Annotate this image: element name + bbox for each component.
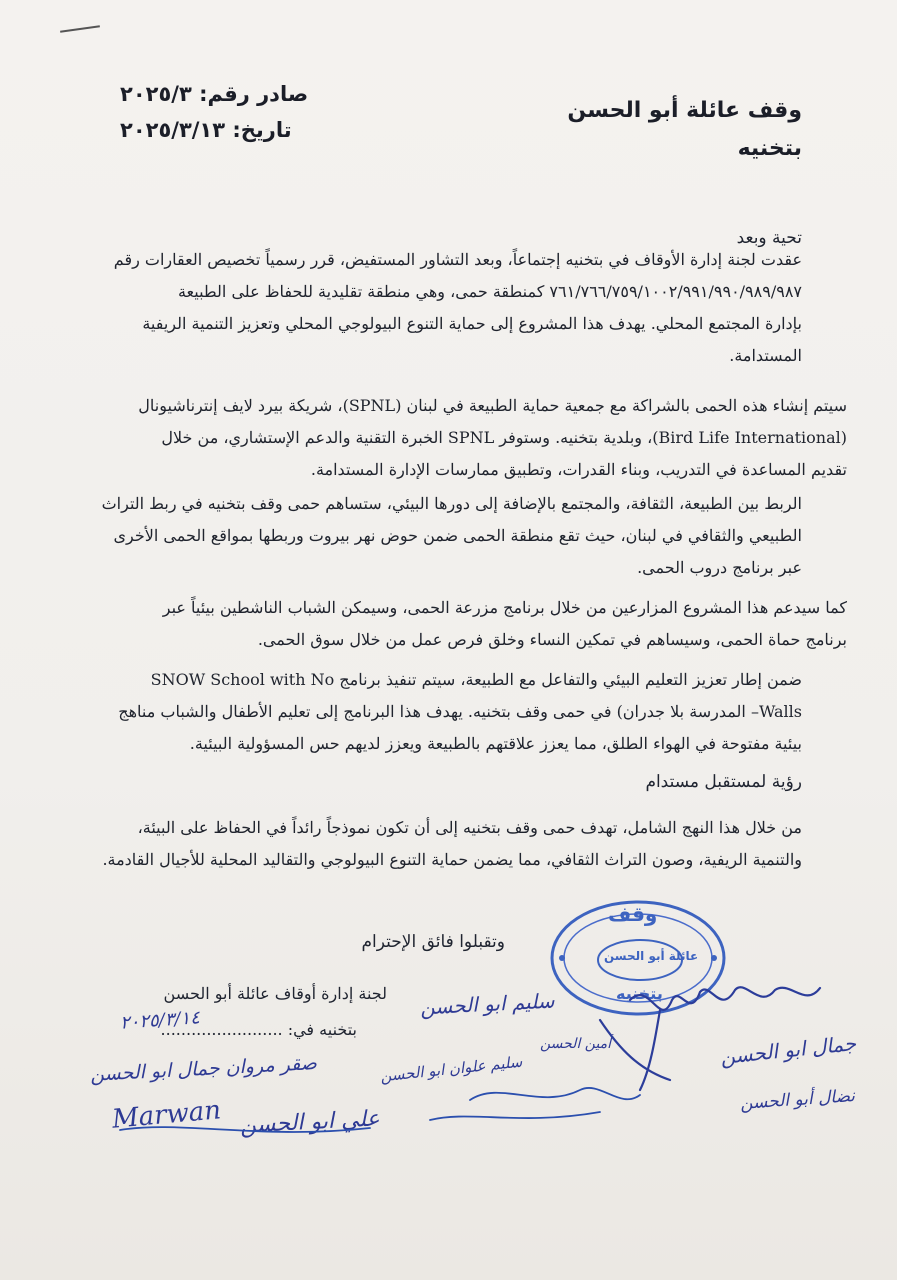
paragraph-line: عقدت لجنة إدارة الأوقاف في بتخنيه إجتماعاً، وبعد التشاور المستفيض، قرر رسمياً تخصيص العقارات رقم (113, 250, 802, 269)
paragraph-line: الطبيعي والثقافي في لبنان، حيث تقع منطقة الحمى ضمن حوض نهر بيروت وربطها بمواقع الحمى الأخرى (113, 526, 802, 545)
paragraph-line: من خلال هذا النهج الشامل، تهدف حمى وقف بتخنيه إلى أن تكون نموذجاً رائداً في الحفاظ على البيئة، (137, 818, 802, 837)
signature-amin: أمين الحسن (540, 1036, 612, 1052)
signature-jamal: جمال ابو الحسن (719, 1030, 858, 1070)
closing: وتقبلوا فائق الإحترام (361, 932, 505, 952)
stamp-middle: عائلة أبو الحسن (604, 949, 699, 963)
paragraph-line: ٧٦١/٧٦٦/٧٥٩/١٠٠٢/٩٩١/٩٩٠/٩٨٩/٩٨٧ كمنطقة حمى، وهي منطقة تقليدية للحفاظ على الطبيعة (177, 282, 802, 301)
stamp-top: وقف (608, 902, 658, 926)
signature-stroke (470, 1088, 640, 1100)
paragraph-5 (42, 664, 802, 760)
signature-top-center: سليم ابو الحسن (419, 988, 556, 1020)
paragraph-line: المستدامة. (729, 346, 802, 365)
paragraph-line: بيئية مفتوحة في الهواء الطلق، مما يعزز علاقتهم بالطبيعة ويعزز لديهم حس المسؤولية البيئية. (189, 734, 802, 753)
vision-heading: رؤية لمستقبل مستدام (645, 772, 802, 792)
stamp-bottom: بتخنيه (616, 984, 663, 1003)
pen-mark (60, 25, 100, 33)
place-date: بتخنيه في: ........................ (160, 1020, 357, 1039)
paragraph-line: كما سيدعم هذا المشروع المزارعين من خلال برنامج مزرعة الحمى، وسيمكن الشباب الناشطين بيئياً عبر (162, 598, 847, 617)
paragraph-line: سيتم إنشاء هذه الحمى بالشراكة مع جمعية حماية الطبيعة في لبنان (SPNL)، شريكة بيرد لايف إنترناشيونال (138, 396, 847, 415)
paragraph-line: والتنمية الريفية، وصون التراث الثقافي، مما يضمن حماية التنوع البيولوجي والتقاليد المحلية للأجيال القادمة. (102, 850, 802, 869)
greeting: تحية وبعد (736, 228, 802, 248)
signature-stroke (120, 1127, 370, 1132)
paragraph-line: (Bird Life International)، وبلدية بتخنيه. وستوفر SPNL الخبرة التقنية والدعم الإستشاري، من خلال (161, 428, 847, 447)
paragraph-line: برنامج حماة الحمى، وسيساهم في تمكين النساء وخلق فرص عمل من خلال سوق الحمى. (257, 630, 847, 649)
paragraph-2 (37, 390, 847, 486)
signature-ali: علي ابو الحسن (239, 1106, 381, 1139)
org-name: وقف عائلة أبو الحسن (567, 98, 802, 123)
signature-stroke (430, 1112, 600, 1120)
paragraph-4 (37, 592, 847, 656)
signature-saqr-marwan: صقر مروان جمال ابو الحسن (89, 1052, 318, 1086)
issue-date: تاريخ: ٢٠٢٥/٣/١٣ (120, 118, 292, 142)
handwritten-date: ٢٠٢٥/٣/١٤ (119, 1007, 201, 1034)
signature-stroke (630, 987, 820, 1010)
signature-salim-alwan: سليم علوان ابو الحسن (379, 1052, 524, 1086)
committee-name: لجنة إدارة أوقاف عائلة أبو الحسن (163, 984, 387, 1003)
signature-marwan: Marwan (110, 1095, 223, 1135)
paragraph-3 (42, 488, 802, 584)
paragraph-line: الربط بين الطبيعة، الثقافة، والمجتمع بالإضافة إلى دورها البيئي، ستساهم حمى وقف بتخنيه في ربط التراث (101, 494, 802, 513)
paragraph-1 (42, 244, 802, 372)
paragraph-line: تقديم المساعدة في التدريب، وبناء القدرات، وتطبيق ممارسات الإدارة المستدامة. (310, 460, 847, 479)
issued-number: صادر رقم: ٢٠٢٥/٣ (120, 82, 309, 106)
org-location: بتخنيه (737, 136, 802, 161)
paragraph-line: ضمن إطار تعزيز التعليم البيئي والتفاعل مع الطبيعة، سيتم تنفيذ برنامج SNOW School with No (150, 670, 802, 689)
paragraph-line: بإدارة المجتمع المحلي. يهدف هذا المشروع إلى حماية التنوع البيولوجي المحلي وتعزيز التنمية الريفية (142, 314, 802, 333)
paragraph-line: Walls– المدرسة بلا جدران) في حمى وقف بتخنيه. يهدف هذا البرنامج إلى تعليم الأطفال والشباب مناهج (118, 702, 802, 721)
signature-strokes (0, 960, 897, 1160)
signature-stroke (600, 1010, 670, 1090)
paragraph-line: عبر برنامج دروب الحمى. (637, 558, 802, 577)
signature-nidal: نضال أبو الحسن (739, 1086, 856, 1114)
vision-paragraph (42, 812, 802, 876)
